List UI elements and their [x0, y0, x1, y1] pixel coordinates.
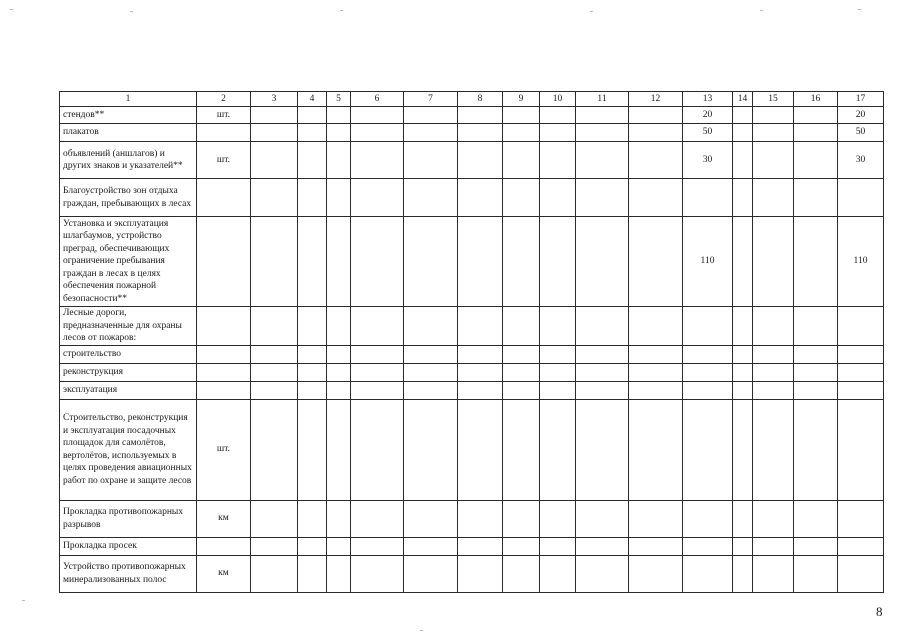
empty-cell	[576, 555, 629, 592]
empty-cell	[298, 555, 327, 592]
empty-cell	[298, 399, 327, 500]
empty-cell	[351, 500, 404, 537]
unit-cell	[197, 307, 251, 346]
empty-cell	[503, 124, 540, 142]
empty-cell	[733, 500, 753, 537]
empty-cell	[753, 107, 794, 124]
empty-cell	[298, 179, 327, 217]
scan-speck	[22, 600, 25, 601]
header-cell: 5	[327, 92, 351, 107]
scan-speck	[858, 9, 861, 10]
empty-cell	[540, 363, 576, 381]
header-cell: 17	[838, 92, 884, 107]
empty-cell	[351, 307, 404, 346]
empty-cell	[351, 363, 404, 381]
empty-cell	[327, 500, 351, 537]
empty-cell	[794, 345, 838, 363]
empty-cell	[298, 537, 327, 555]
empty-cell	[503, 142, 540, 179]
empty-cell	[351, 142, 404, 179]
col13-value-cell: 110	[683, 217, 733, 307]
header-cell: 16	[794, 92, 838, 107]
empty-cell	[327, 399, 351, 500]
header-cell: 6	[351, 92, 404, 107]
row-name-cell: Лесные дороги, предназначенные для охраны лесов от пожаров:	[60, 307, 197, 346]
empty-cell	[351, 555, 404, 592]
empty-cell	[298, 345, 327, 363]
empty-cell	[404, 179, 458, 217]
row-name-cell: плакатов	[60, 124, 197, 142]
header-cell: 14	[733, 92, 753, 107]
empty-cell	[540, 179, 576, 217]
empty-cell	[251, 345, 298, 363]
empty-cell	[753, 345, 794, 363]
scan-speck	[130, 11, 133, 12]
empty-cell	[458, 307, 503, 346]
empty-cell	[629, 399, 683, 500]
header-cell: 15	[753, 92, 794, 107]
empty-cell	[351, 399, 404, 500]
unit-cell	[197, 381, 251, 399]
empty-cell	[458, 555, 503, 592]
empty-cell	[251, 124, 298, 142]
row-name-cell: Установка и эксплуатация шлагбаумов, устройство преград, обеспечивающих ограничение пребывания граждан в лесах в целях обеспечения пожарной безопасности**	[60, 217, 197, 307]
empty-cell	[629, 124, 683, 142]
empty-cell	[351, 107, 404, 124]
empty-cell	[629, 179, 683, 217]
scan-speck	[340, 10, 343, 11]
empty-cell	[794, 555, 838, 592]
empty-cell	[351, 381, 404, 399]
empty-cell	[327, 555, 351, 592]
empty-cell	[733, 107, 753, 124]
empty-cell	[794, 179, 838, 217]
empty-cell	[298, 381, 327, 399]
scan-speck	[10, 9, 13, 10]
empty-cell	[503, 345, 540, 363]
empty-cell	[404, 107, 458, 124]
empty-cell	[251, 307, 298, 346]
unit-cell: шт.	[197, 142, 251, 179]
table-row	[60, 555, 884, 592]
table-row	[60, 537, 884, 555]
empty-cell	[251, 555, 298, 592]
empty-cell	[327, 345, 351, 363]
empty-cell	[540, 555, 576, 592]
empty-cell	[733, 345, 753, 363]
empty-cell	[753, 555, 794, 592]
empty-cell	[327, 307, 351, 346]
unit-cell	[197, 537, 251, 555]
empty-cell	[576, 381, 629, 399]
empty-cell	[576, 363, 629, 381]
empty-cell	[298, 107, 327, 124]
empty-cell	[458, 179, 503, 217]
empty-cell	[794, 107, 838, 124]
empty-cell	[733, 217, 753, 307]
col17-value-cell	[838, 363, 884, 381]
empty-cell	[503, 555, 540, 592]
table-row	[60, 307, 884, 346]
scan-speck	[590, 11, 593, 12]
empty-cell	[629, 363, 683, 381]
empty-cell	[540, 399, 576, 500]
empty-cell	[576, 500, 629, 537]
empty-cell	[404, 307, 458, 346]
empty-cell	[576, 307, 629, 346]
empty-cell	[733, 537, 753, 555]
empty-cell	[576, 345, 629, 363]
empty-cell	[733, 381, 753, 399]
empty-cell	[733, 142, 753, 179]
empty-cell	[458, 345, 503, 363]
empty-cell	[351, 179, 404, 217]
col17-value-cell: 50	[838, 124, 884, 142]
empty-cell	[794, 381, 838, 399]
empty-cell	[733, 124, 753, 142]
unit-cell: шт.	[197, 107, 251, 124]
header-cell: 8	[458, 92, 503, 107]
row-name-cell: Строительство, реконструкция и эксплуатация посадочных площадок для самолётов, вертолётов, используемых в целях проведения авиационных работ по охране и защите лесов	[60, 399, 197, 500]
header-cell: 1	[60, 92, 197, 107]
empty-cell	[251, 107, 298, 124]
empty-cell	[458, 500, 503, 537]
empty-cell	[351, 124, 404, 142]
col13-value-cell: 30	[683, 142, 733, 179]
header-cell: 4	[298, 92, 327, 107]
empty-cell	[251, 537, 298, 555]
row-name-cell: эксплуатация	[60, 381, 197, 399]
empty-cell	[733, 363, 753, 381]
empty-cell	[753, 500, 794, 537]
empty-cell	[753, 217, 794, 307]
empty-cell	[404, 124, 458, 142]
empty-cell	[404, 345, 458, 363]
empty-cell	[298, 307, 327, 346]
col13-value-cell	[683, 500, 733, 537]
empty-cell	[540, 500, 576, 537]
empty-cell	[733, 399, 753, 500]
unit-cell	[197, 179, 251, 217]
col13-value-cell	[683, 381, 733, 399]
empty-cell	[794, 399, 838, 500]
empty-cell	[503, 399, 540, 500]
empty-cell	[794, 363, 838, 381]
empty-cell	[327, 142, 351, 179]
unit-cell	[197, 363, 251, 381]
empty-cell	[251, 500, 298, 537]
empty-cell	[576, 107, 629, 124]
empty-cell	[629, 537, 683, 555]
empty-cell	[404, 381, 458, 399]
table-row	[60, 500, 884, 537]
col13-value-cell: 20	[683, 107, 733, 124]
empty-cell	[298, 363, 327, 381]
empty-cell	[576, 537, 629, 555]
empty-cell	[327, 124, 351, 142]
empty-cell	[794, 124, 838, 142]
row-name-cell: Благоустройство зон отдыха граждан, пребывающих в лесах	[60, 179, 197, 217]
empty-cell	[458, 381, 503, 399]
empty-cell	[351, 345, 404, 363]
col17-value-cell	[838, 345, 884, 363]
empty-cell	[540, 381, 576, 399]
empty-cell	[540, 307, 576, 346]
unit-cell	[197, 345, 251, 363]
empty-cell	[503, 500, 540, 537]
header-cell: 13	[683, 92, 733, 107]
empty-cell	[458, 217, 503, 307]
empty-cell	[251, 142, 298, 179]
col17-value-cell	[838, 500, 884, 537]
empty-cell	[753, 399, 794, 500]
table-row	[60, 381, 884, 399]
empty-cell	[629, 307, 683, 346]
empty-cell	[251, 363, 298, 381]
empty-cell	[576, 217, 629, 307]
empty-cell	[794, 537, 838, 555]
empty-cell	[794, 217, 838, 307]
empty-cell	[540, 142, 576, 179]
col17-value-cell: 20	[838, 107, 884, 124]
empty-cell	[503, 217, 540, 307]
empty-cell	[458, 399, 503, 500]
table-row	[60, 345, 884, 363]
empty-cell	[733, 179, 753, 217]
empty-cell	[251, 381, 298, 399]
unit-cell: км	[197, 500, 251, 537]
scan-speck	[420, 630, 423, 631]
col17-value-cell	[838, 179, 884, 217]
empty-cell	[753, 381, 794, 399]
table-row	[60, 399, 884, 500]
empty-cell	[351, 217, 404, 307]
col13-value-cell	[683, 555, 733, 592]
empty-cell	[794, 500, 838, 537]
header-cell: 7	[404, 92, 458, 107]
unit-cell: км	[197, 555, 251, 592]
empty-cell	[540, 107, 576, 124]
empty-cell	[576, 124, 629, 142]
header-cell: 3	[251, 92, 298, 107]
empty-cell	[629, 107, 683, 124]
col17-value-cell	[838, 555, 884, 592]
empty-cell	[753, 179, 794, 217]
empty-cell	[503, 179, 540, 217]
row-name-cell: объявлений (аншлагов) и других знаков и указателей**	[60, 142, 197, 179]
empty-cell	[404, 537, 458, 555]
empty-cell	[404, 399, 458, 500]
empty-cell	[404, 142, 458, 179]
empty-cell	[576, 399, 629, 500]
unit-cell: шт.	[197, 399, 251, 500]
empty-cell	[629, 142, 683, 179]
empty-cell	[753, 307, 794, 346]
row-name-cell: реконструкция	[60, 363, 197, 381]
empty-cell	[753, 142, 794, 179]
header-cell: 12	[629, 92, 683, 107]
empty-cell	[351, 537, 404, 555]
empty-cell	[733, 307, 753, 346]
table-row	[60, 217, 884, 307]
page-number: 8	[876, 604, 883, 619]
table-row	[60, 179, 884, 217]
header-cell: 2	[197, 92, 251, 107]
col17-value-cell	[838, 381, 884, 399]
empty-cell	[327, 381, 351, 399]
col17-value-cell: 30	[838, 142, 884, 179]
empty-cell	[503, 107, 540, 124]
table-row	[60, 142, 884, 179]
empty-cell	[503, 537, 540, 555]
empty-cell	[404, 555, 458, 592]
empty-cell	[251, 179, 298, 217]
empty-cell	[794, 142, 838, 179]
col13-value-cell	[683, 307, 733, 346]
col17-value-cell	[838, 537, 884, 555]
row-name-cell: Устройство противопожарных минерализованных полос	[60, 555, 197, 592]
table-row	[60, 124, 884, 142]
empty-cell	[540, 217, 576, 307]
empty-cell	[503, 363, 540, 381]
empty-cell	[540, 537, 576, 555]
empty-cell	[753, 363, 794, 381]
empty-cell	[733, 555, 753, 592]
empty-cell	[458, 142, 503, 179]
empty-cell	[753, 537, 794, 555]
col17-value-cell	[838, 307, 884, 346]
empty-cell	[629, 381, 683, 399]
fire-protection-table	[59, 91, 884, 593]
col13-value-cell	[683, 399, 733, 500]
empty-cell	[251, 217, 298, 307]
col13-value-cell	[683, 537, 733, 555]
unit-cell	[197, 124, 251, 142]
empty-cell	[298, 500, 327, 537]
col13-value-cell	[683, 179, 733, 217]
empty-cell	[458, 363, 503, 381]
empty-cell	[327, 107, 351, 124]
col17-value-cell: 110	[838, 217, 884, 307]
row-name-cell: Прокладка противопожарных разрывов	[60, 500, 197, 537]
empty-cell	[540, 345, 576, 363]
empty-cell	[327, 179, 351, 217]
scan-speck	[760, 10, 763, 11]
empty-cell	[404, 217, 458, 307]
empty-cell	[629, 217, 683, 307]
header-cell: 11	[576, 92, 629, 107]
empty-cell	[629, 555, 683, 592]
empty-cell	[298, 217, 327, 307]
row-name-cell: стендов**	[60, 107, 197, 124]
col13-value-cell: 50	[683, 124, 733, 142]
empty-cell	[327, 363, 351, 381]
col13-value-cell	[683, 345, 733, 363]
empty-cell	[503, 307, 540, 346]
empty-cell	[327, 537, 351, 555]
header-cell: 10	[540, 92, 576, 107]
empty-cell	[298, 142, 327, 179]
table-row	[60, 363, 884, 381]
row-name-cell: строительство	[60, 345, 197, 363]
col17-value-cell	[838, 399, 884, 500]
empty-cell	[576, 142, 629, 179]
empty-cell	[458, 107, 503, 124]
header-cell: 9	[503, 92, 540, 107]
empty-cell	[629, 345, 683, 363]
empty-cell	[404, 500, 458, 537]
empty-cell	[629, 500, 683, 537]
empty-cell	[540, 124, 576, 142]
unit-cell	[197, 217, 251, 307]
empty-cell	[503, 381, 540, 399]
empty-cell	[327, 217, 351, 307]
table-row	[60, 107, 884, 124]
header-row	[60, 92, 884, 107]
empty-cell	[458, 124, 503, 142]
empty-cell	[753, 124, 794, 142]
empty-cell	[251, 399, 298, 500]
row-name-cell: Прокладка просек	[60, 537, 197, 555]
empty-cell	[576, 179, 629, 217]
empty-cell	[298, 124, 327, 142]
empty-cell	[794, 307, 838, 346]
empty-cell	[404, 363, 458, 381]
empty-cell	[458, 537, 503, 555]
col13-value-cell	[683, 363, 733, 381]
